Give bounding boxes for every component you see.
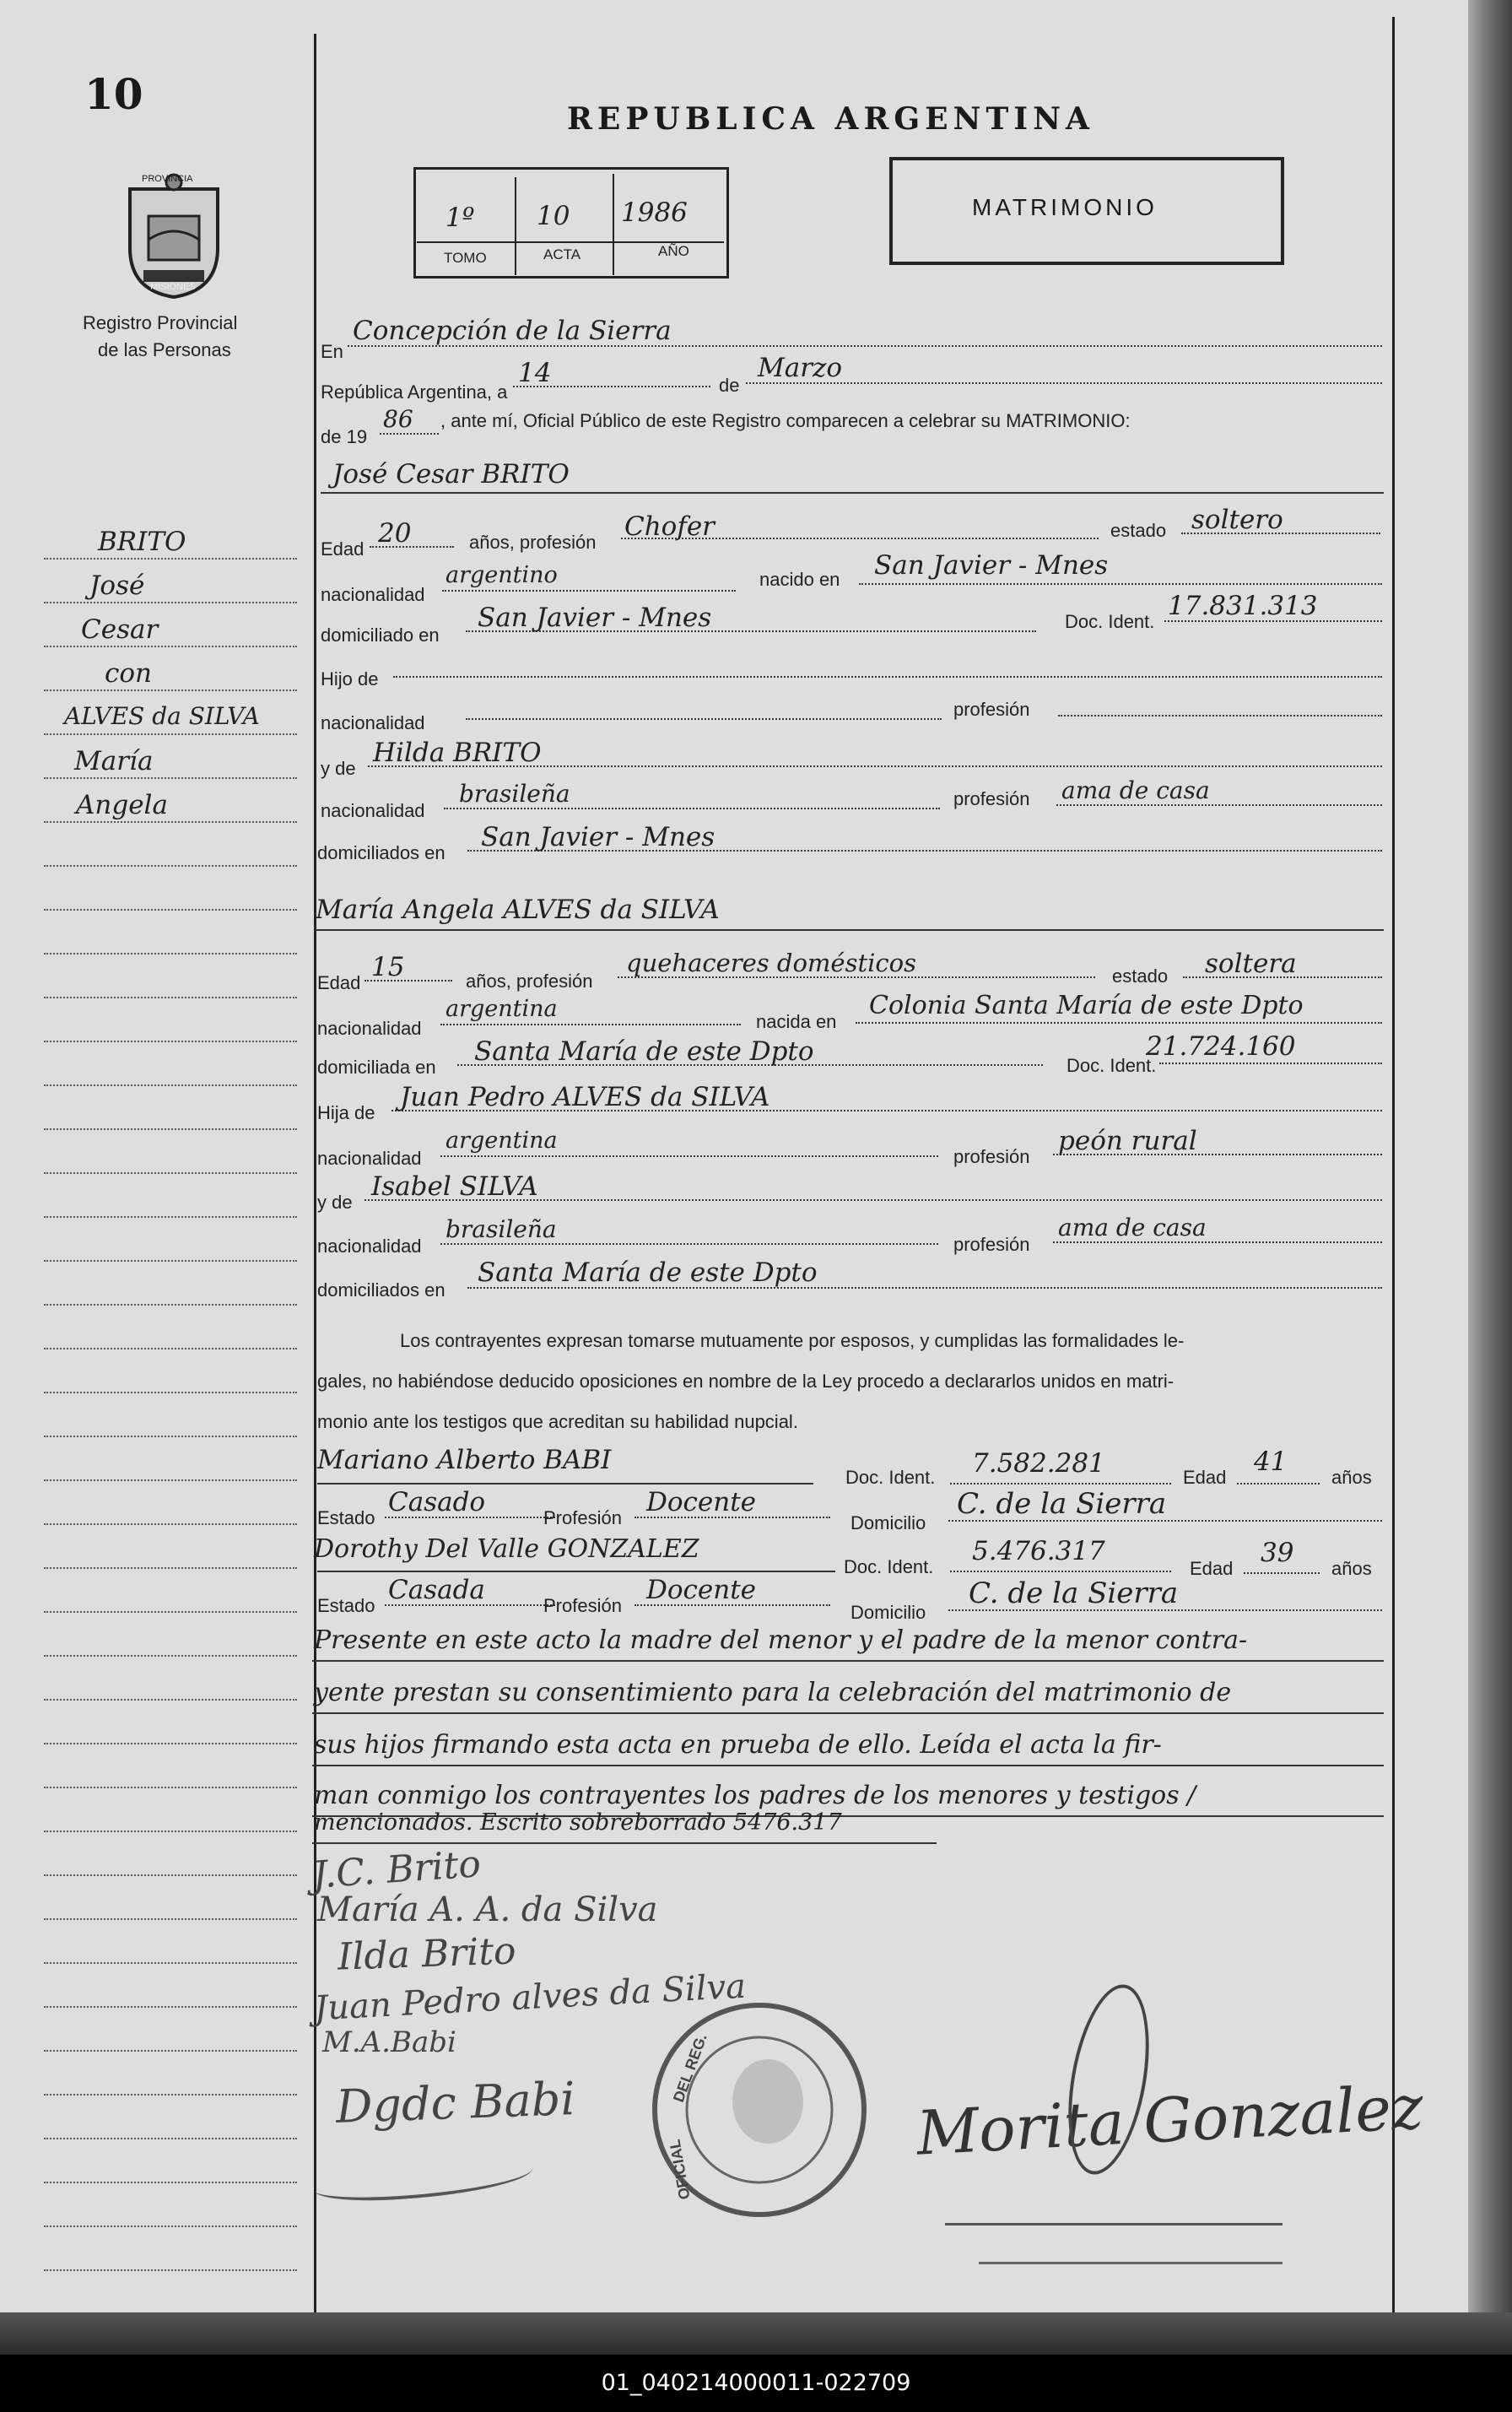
bride-age: 15: [371, 952, 405, 982]
bride-domiciliada-label: domiciliada en: [317, 1057, 436, 1078]
witness-1-profession: Docente: [646, 1487, 756, 1517]
bride-mother-profession: ama de casa: [1058, 1214, 1207, 1241]
bride-birthplace: Colonia Santa María de este Dpto: [869, 991, 1304, 1020]
stamp-text-bottom: OFICIAL: [666, 2138, 694, 2201]
witness-1-estado-label: Estado: [317, 1507, 375, 1528]
witness-1-anos-label: años: [1331, 1467, 1372, 1488]
bride-status: soltera: [1205, 949, 1297, 979]
record-type-label: MATRIMONIO: [972, 194, 1158, 220]
groom-nationality: argentino: [446, 562, 558, 588]
declaration-line: gales, no habiéndose deducido oposiciones en nombre de la Ley procedo a declararlos unidos en matri-: [317, 1371, 1174, 1392]
groom-doc-label: Doc. Ident.: [1065, 611, 1155, 632]
witness-1-domicile: C. de la Sierra: [957, 1487, 1167, 1521]
bride-y-de-label: y de: [317, 1192, 353, 1213]
margin-note-line: Angela: [76, 790, 168, 820]
groom-father-nacionalidad-label: nacionalidad: [321, 712, 425, 733]
groom-father-profesion-label: profesión: [953, 699, 1030, 720]
witness-1-doc-label: Doc. Ident.: [845, 1467, 936, 1488]
groom-domicile: San Javier - Mnes: [478, 603, 712, 633]
witness-2-age: 39: [1261, 1538, 1294, 1568]
witness-1-profesion-label: Profesión: [543, 1507, 622, 1528]
bride-father-nacionalidad-label: nacionalidad: [317, 1148, 422, 1169]
acta-label: ACTA: [543, 246, 581, 262]
note-line: man conmigo los contrayentes los padres de los menores y testigos /: [314, 1781, 1196, 1810]
de-label: de: [719, 375, 740, 396]
bride-mother-nationality: brasileña: [446, 1215, 557, 1243]
signature-bride: María A. A. da Silva: [317, 1890, 658, 1929]
witness-1-doc: 7.582.281: [972, 1448, 1105, 1479]
signature-witness-1: Dgdc Babi: [334, 2072, 576, 2133]
groom-edad-label: Edad: [321, 538, 364, 560]
signature-groom-mother: Ilda Brito: [337, 1929, 517, 1979]
groom-mother-profession: ama de casa: [1061, 776, 1210, 804]
bride-doc-label: Doc. Ident.: [1066, 1055, 1157, 1076]
witness-2-doc: 5.476.317: [972, 1536, 1105, 1566]
seal-label-bottom: MISIONES: [150, 282, 196, 292]
bride-doc: 21.724.160: [1146, 1031, 1296, 1062]
day-value: 14: [518, 358, 552, 388]
signature-witness-2: Morita Gonzalez: [915, 2071, 1425, 2169]
year-value: 86: [383, 405, 413, 433]
groom-mother-profesion-label: profesión: [953, 788, 1030, 809]
signature-groom: J.C. Brito: [310, 1842, 483, 1897]
groom-mother: Hilda BRITO: [373, 738, 542, 768]
intro-statement: , ante mí, Oficial Público de este Registro comparecen a celebrar su MATRIMONIO:: [440, 410, 1131, 431]
witness-2-edad-label: Edad: [1190, 1558, 1234, 1579]
margin-note-line: BRITO: [98, 527, 186, 557]
margin-note-line: María: [74, 746, 154, 776]
signature-witness-1-initials: M.A.Babi: [322, 2025, 456, 2059]
groom-status: soltero: [1191, 505, 1283, 535]
groom-hijo-label: Hijo de: [321, 668, 379, 690]
seal-label-top: PROVINCIA: [142, 174, 193, 184]
groom-birthplace: San Javier - Mnes: [874, 550, 1109, 581]
note-line: Presente en este acto la madre del menor y el padre de la menor contra-: [314, 1625, 1248, 1655]
book-binding: [1468, 0, 1512, 2355]
margin-divider: [314, 34, 316, 2312]
groom-nacido-label: nacido en: [759, 569, 840, 590]
groom-age: 20: [378, 518, 412, 549]
bride-nacionalidad-label: nacionalidad: [317, 1018, 422, 1039]
bride-domicile: Santa María de este Dpto: [474, 1036, 814, 1067]
book-edge: [0, 2312, 1512, 2355]
note-line: sus hijos firmando esta acta en prueba de ello. Leída el acta la fir-: [314, 1730, 1162, 1760]
registry-line-1: Registro Provincial: [83, 312, 238, 333]
witness-1-name: Mariano Alberto BABI: [317, 1445, 612, 1475]
signature-flourish: [313, 2153, 534, 2205]
registry-line-2: de las Personas: [98, 339, 231, 360]
bride-father: Juan Pedro ALVES da SILVA: [400, 1082, 770, 1112]
bride-mother-profesion-label: profesión: [953, 1234, 1030, 1255]
bride-father-profesion-label: profesión: [953, 1146, 1030, 1167]
declaration-line: monio ante los testigos que acreditan su habilidad nupcial.: [317, 1411, 798, 1432]
anio-value: 1986: [621, 197, 688, 228]
de19-label: de 19: [321, 426, 368, 447]
bride-hija-label: Hija de: [317, 1102, 375, 1123]
witness-1-edad-label: Edad: [1183, 1467, 1227, 1488]
groom-name: José Cesar BRITO: [332, 459, 570, 489]
witness-2-profesion-label: Profesión: [543, 1595, 622, 1616]
witness-1-status: Casado: [388, 1487, 486, 1517]
witness-2-domicilio-label: Domicilio: [850, 1602, 926, 1623]
declaration-line: Los contrayentes expresan tomarse mutuamente por esposos, y cumplidas las formalidades le-: [400, 1330, 1185, 1351]
margin-note-line: Cesar: [81, 614, 159, 645]
country-title: REPUBLICA ARGENTINA: [567, 101, 1094, 137]
page-number: 10: [84, 69, 143, 119]
margin-note-line: José: [89, 571, 145, 601]
witness-2-doc-label: Doc. Ident.: [844, 1556, 934, 1577]
note-line: yente prestan su consentimiento para la celebración del matrimonio de: [314, 1678, 1232, 1707]
witness-2-name: Dorothy Del Valle GONZALEZ: [314, 1534, 699, 1564]
box-col-divider-1: [515, 177, 516, 275]
bride-parents-domicile: Santa María de este Dpto: [478, 1257, 818, 1288]
anio-label: AÑO: [658, 243, 689, 259]
official-underline: [979, 2262, 1282, 2264]
bride-father-profession: peón rural: [1058, 1126, 1197, 1156]
bride-estado-label: estado: [1112, 965, 1169, 987]
en-label: En: [321, 341, 343, 362]
bride-name: María Angela ALVES da SILVA: [316, 895, 720, 925]
groom-y-de-label: y de: [321, 758, 356, 779]
groom-parents-domicile: San Javier - Mnes: [481, 822, 716, 852]
republica-label: República Argentina, a: [321, 381, 508, 403]
scan-id-footer: 01_040214000011-022709: [0, 2355, 1512, 2412]
bride-edad-label: Edad: [317, 972, 361, 993]
bride-profession: quehaceres domésticos: [626, 949, 916, 977]
stamp-text-top: DEL REG.: [669, 2031, 710, 2105]
bride-mother: Isabel SILVA: [371, 1171, 538, 1202]
place-value: Concepción de la Sierra: [353, 316, 672, 346]
signature-bride-father: Juan Pedro alves da Silva: [313, 1966, 748, 2029]
groom-mother-nacionalidad-label: nacionalidad: [321, 800, 425, 821]
groom-mother-nationality: brasileña: [459, 780, 570, 808]
month-value: Marzo: [758, 353, 843, 383]
acta-value: 10: [537, 201, 570, 231]
witness-2-anos-label: años: [1331, 1558, 1372, 1579]
groom-estado-label: estado: [1110, 520, 1167, 541]
groom-parents-domicile-label: domiciliados en: [317, 842, 446, 863]
bride-parents-domicile-label: domiciliados en: [317, 1279, 446, 1301]
witness-1-domicilio-label: Domicilio: [850, 1512, 926, 1533]
bride-father-nationality: argentina: [446, 1128, 558, 1154]
bride-mother-nacionalidad-label: nacionalidad: [317, 1236, 422, 1257]
groom-nacionalidad-label: nacionalidad: [321, 584, 425, 605]
witness-1-age: 41: [1254, 1447, 1288, 1477]
box-col-divider-2: [613, 174, 614, 275]
groom-profession: Chofer: [624, 511, 715, 542]
margin-note-line: con: [105, 658, 152, 689]
tomo-value: 1º: [446, 203, 475, 233]
note-line: mencionados. Escrito sobreborrado 5476.317: [314, 1809, 842, 1836]
bride-profesion-label: años, profesión: [466, 971, 593, 992]
witness-2-estado-label: Estado: [317, 1595, 375, 1616]
bride-nationality: argentina: [446, 996, 558, 1022]
margin-note-line: ALVES da SILVA: [64, 702, 260, 730]
witness-2-status: Casada: [388, 1575, 485, 1605]
groom-doc: 17.831.313: [1168, 591, 1318, 621]
witness-2-domicile: C. de la Sierra: [969, 1576, 1179, 1610]
witness-2-profession: Docente: [646, 1575, 756, 1605]
official-underline: [945, 2223, 1282, 2225]
bride-nacida-label: nacida en: [756, 1011, 837, 1032]
right-border: [1392, 17, 1395, 2312]
groom-domiciliado-label: domiciliado en: [321, 625, 440, 646]
groom-profesion-label: años, profesión: [469, 532, 597, 553]
tomo-label: TOMO: [444, 250, 487, 266]
